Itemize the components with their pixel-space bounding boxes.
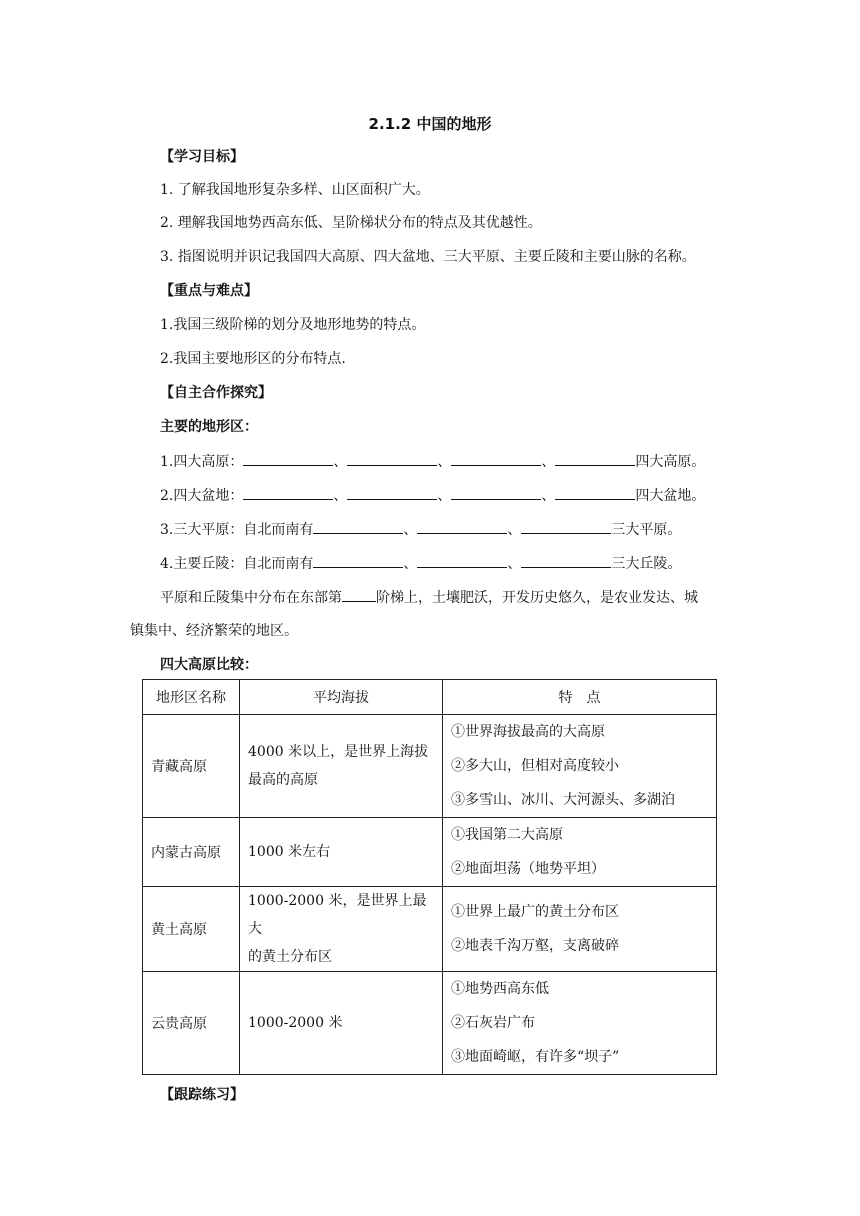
- fill-suffix: 四大高原。: [635, 454, 706, 470]
- feature-line: ②地表千沟万壑，支离破碎: [451, 938, 619, 954]
- cell-features: [443, 887, 717, 972]
- feature-line: ②地面坦荡（地势平坦）: [451, 861, 605, 877]
- goal-item: 3. 指图说明并识记我国四大高原、四大盆地、三大平原、主要丘陵和主要山脉的名称。: [160, 249, 696, 265]
- section-heading-explore: 【自主合作探究】: [160, 385, 272, 401]
- fill-prefix: 3.三大平原：自北而南有: [160, 522, 314, 538]
- cell-name: 云贵高原: [143, 972, 240, 1075]
- blank-field[interactable]: [313, 519, 403, 534]
- fill-prefix: 4.主要丘陵：自北而南有: [160, 556, 314, 572]
- blank-field[interactable]: [347, 485, 437, 500]
- separator: 、: [333, 488, 348, 504]
- altitude-line: 的黄土分布区: [248, 949, 332, 965]
- fill-line-basins: [160, 485, 705, 506]
- cell-features: [443, 972, 717, 1075]
- feature-line: ①世界海拔最高的大高原: [451, 724, 605, 740]
- subheading-regions: 主要的地形区：: [160, 419, 258, 435]
- blank-field[interactable]: [555, 485, 635, 500]
- altitude-line: 1000-2000 米，是世界上最大: [248, 893, 427, 937]
- altitude-line: 1000-2000 米: [248, 1015, 343, 1031]
- feature-line: ②多大山，但相对高度较小: [451, 758, 619, 774]
- cell-altitude: [240, 818, 443, 887]
- section-heading-key-points: 【重点与难点】: [160, 283, 258, 299]
- blank-field[interactable]: [342, 587, 376, 602]
- altitude-line: 4000 米以上，是世界上海拔: [248, 744, 429, 760]
- fill-line-plains: [160, 519, 681, 540]
- blank-field[interactable]: [451, 485, 541, 500]
- feature-line: ③多雪山、冰川、大河源头、多湖泊: [451, 792, 675, 808]
- column-header: 特 点: [443, 680, 717, 715]
- separator: 、: [541, 454, 556, 470]
- paragraph-text: 阶梯上，土壤肥沃，开发历史悠久，是农业发达、城: [376, 590, 698, 606]
- fill-line-hills: [160, 553, 681, 574]
- altitude-line: 最高的高原: [248, 772, 318, 788]
- column-header: 平均海拔: [240, 680, 443, 715]
- separator: 、: [437, 454, 452, 470]
- section-heading-practice: 【跟踪练习】: [160, 1087, 244, 1103]
- fill-suffix: 三大平原。: [611, 522, 682, 538]
- table-header-row: [143, 680, 717, 715]
- blank-field[interactable]: [521, 553, 611, 568]
- cell-features: [443, 818, 717, 887]
- key-point-item: 2.我国主要地形区的分布特点.: [160, 351, 346, 367]
- fill-line-plateaus: [160, 451, 705, 472]
- fill-suffix: 三大丘陵。: [611, 556, 682, 572]
- fill-prefix: 1.四大高原：: [160, 454, 244, 470]
- feature-line: ①地势西高东低: [451, 981, 549, 997]
- blank-field[interactable]: [417, 553, 507, 568]
- fill-suffix: 四大盆地。: [635, 488, 706, 504]
- separator: 、: [437, 488, 452, 504]
- paragraph-line: [160, 587, 698, 608]
- table-row: [143, 887, 717, 972]
- separator: 、: [333, 454, 348, 470]
- cell-features: [443, 715, 717, 818]
- blank-field[interactable]: [451, 451, 541, 466]
- goal-item: 1. 了解我国地形复杂多样、山区面积广大。: [160, 182, 430, 198]
- paragraph-text: 平原和丘陵集中分布在东部第: [160, 590, 342, 606]
- altitude-line: 1000 米左右: [248, 844, 331, 860]
- table-row: [143, 972, 717, 1075]
- blank-field[interactable]: [243, 451, 333, 466]
- fill-prefix: 2.四大盆地：: [160, 488, 244, 504]
- subheading-compare: 四大高原比较：: [160, 657, 258, 673]
- feature-line: ①世界上最广的黄土分布区: [451, 904, 619, 920]
- feature-line: ②石灰岩广布: [451, 1015, 535, 1031]
- column-header: 地形区名称: [143, 680, 240, 715]
- blank-field[interactable]: [243, 485, 333, 500]
- blank-field[interactable]: [347, 451, 437, 466]
- blank-field[interactable]: [313, 553, 403, 568]
- section-heading-goals: 【学习目标】: [160, 149, 244, 165]
- goal-item: 2. 理解我国地势西高东低、呈阶梯状分布的特点及其优越性。: [160, 215, 542, 231]
- separator: 、: [541, 488, 556, 504]
- cell-name: 黄土高原: [143, 887, 240, 972]
- cell-altitude: [240, 715, 443, 818]
- blank-field[interactable]: [555, 451, 635, 466]
- cell-name: 青藏高原: [143, 715, 240, 818]
- table-row: [143, 818, 717, 887]
- page-title: 2.1.2 中国的地形: [368, 115, 492, 133]
- cell-altitude: [240, 972, 443, 1075]
- cell-name: 内蒙古高原: [143, 818, 240, 887]
- feature-line: ③地面崎岖，有许多“坝子”: [451, 1049, 620, 1065]
- plateau-comparison-table: [142, 679, 717, 1075]
- separator: 、: [507, 556, 522, 572]
- separator: 、: [507, 522, 522, 538]
- key-point-item: 1.我国三级阶梯的划分及地形地势的特点。: [160, 317, 426, 333]
- paragraph-line: 镇集中、经济繁荣的地区。: [130, 623, 298, 639]
- separator: 、: [403, 522, 418, 538]
- blank-field[interactable]: [521, 519, 611, 534]
- separator: 、: [403, 556, 418, 572]
- feature-line: ①我国第二大高原: [451, 827, 563, 843]
- blank-field[interactable]: [417, 519, 507, 534]
- table-row: [143, 715, 717, 818]
- cell-altitude: [240, 887, 443, 972]
